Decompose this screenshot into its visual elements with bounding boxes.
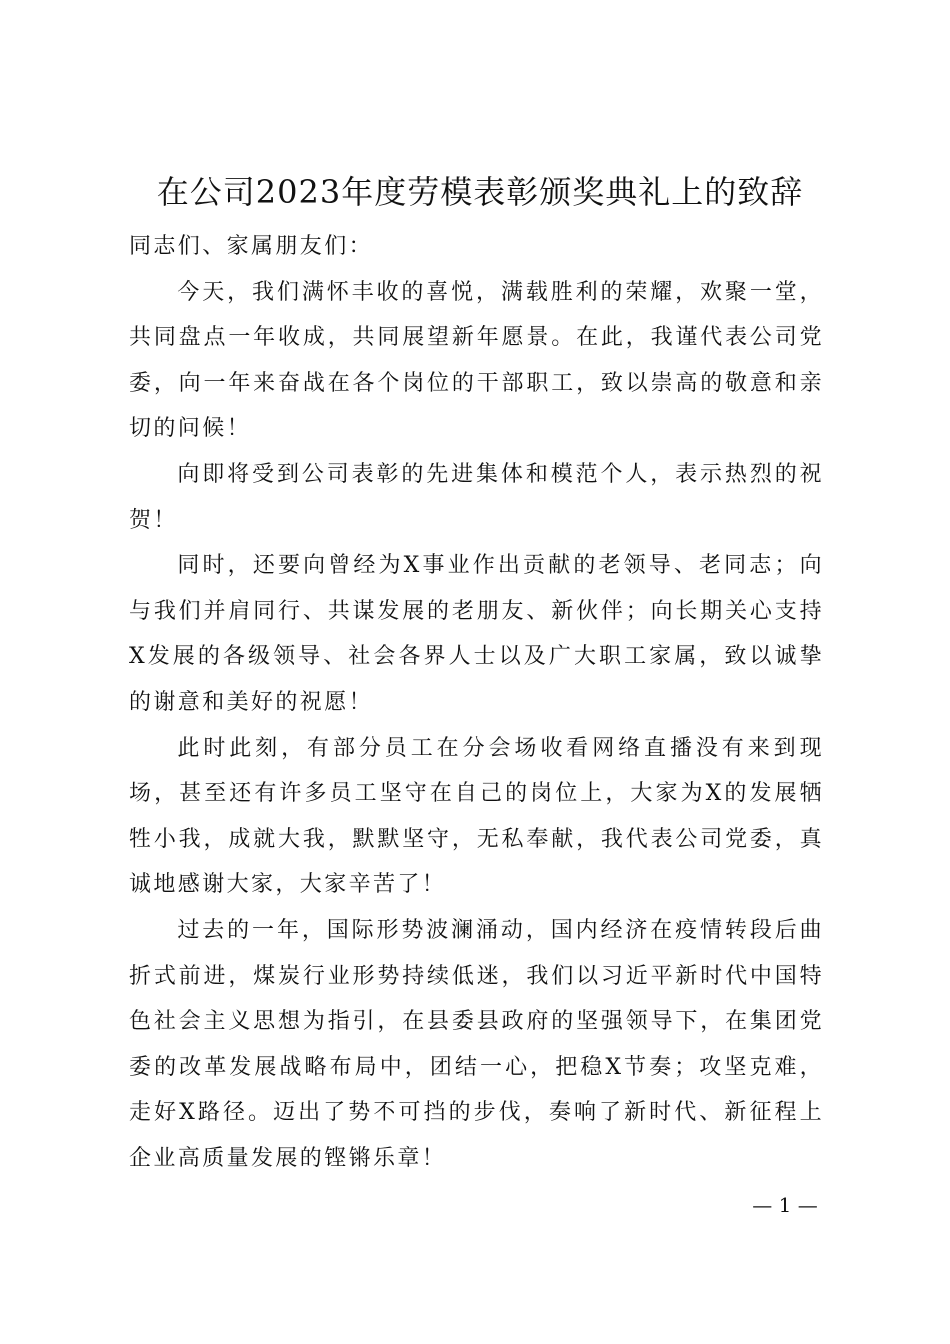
paragraph-thanks: 同时，还要向曾经为X事业作出贡献的老领导、老同志；向与我们并肩同行、共谋发展的老朋友、新伙伴；向长期关心支持X发展的各级领导、社会各界人士以及广大职工家属，致以诚挚的谢意和美好的祝愿！ [129,553,824,715]
paragraph-congratulations: 向即将受到公司表彰的先进集体和模范个人，表示热烈的祝贺！ [129,461,824,533]
paragraph-appreciation: 此时此刻，有部分员工在分会场收看网络直播没有来到现场，甚至还有许多员工坚守在自己的岗位上，大家为X的发展牺牲小我，成就大我，默默坚守，无私奉献，我代表公司党委，真诚地感谢大家，大家辛苦了！ [129,735,824,898]
document-title: 在公司2023年度劳模表彰颁奖典礼上的致辞 [156,173,804,211]
paragraph-greeting: 今天，我们满怀丰收的喜悦，满载胜利的荣耀，欢聚一堂，共同盘点一年收成，共同展望新年愿景。在此，我谨代表公司党委，向一年来奋战在各个岗位的干部职工，致以崇高的敬意和亲切的问候！ [129,279,824,442]
salutation: 同志们、家属朋友们： [129,234,374,259]
document-body [129,224,824,1181]
paragraph-review: 过去的一年，国际形势波澜涌动，国内经济在疫情转段后曲折式前进，煤炭行业形势持续低迷，我们以习近平新时代中国特色社会主义思想为指引，在县委县政府的坚强领导下，在集团党委的改革发展战略布局中，团结一心，把稳X节奏；攻坚克难，走好X路径。迈出了势不可挡的步伐，奏响了新时代、新征程上企业高质量发展的铿锵乐章！ [129,917,824,1171]
page-number: — 1 — [752,1193,818,1217]
